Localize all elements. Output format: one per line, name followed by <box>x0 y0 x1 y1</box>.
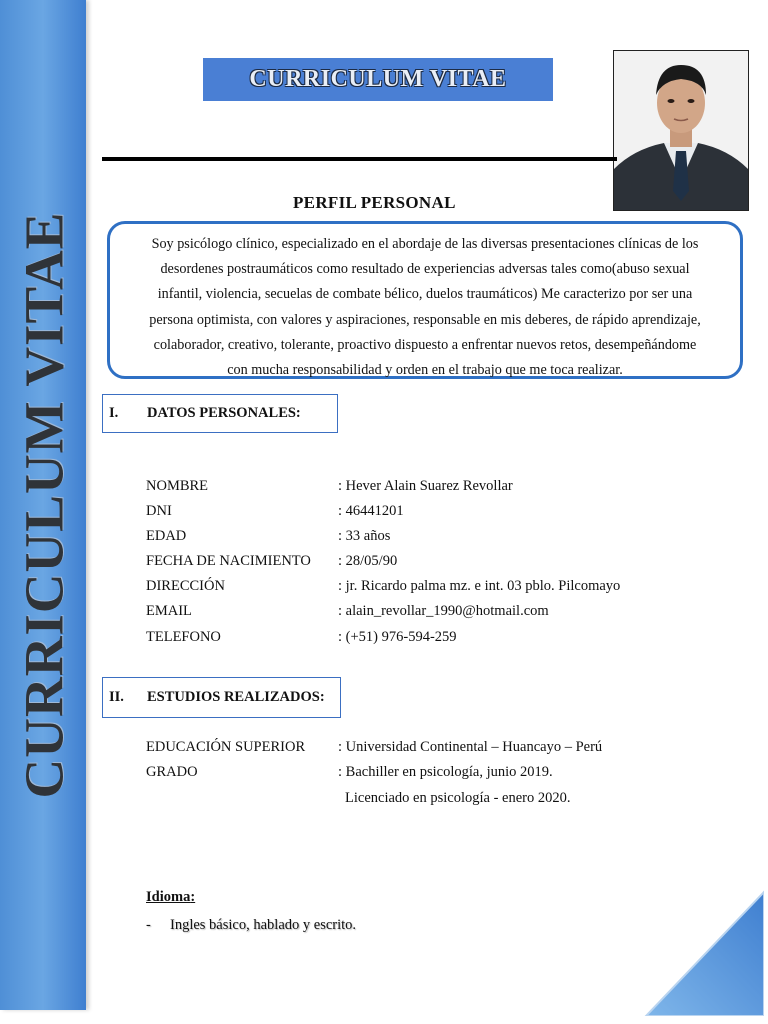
perfil-line: infantil, violencia, secuelas de combate bélico, duelos traumáticos) Me caracterizo por ser una <box>157 286 693 303</box>
row-label: DIRECCIÓN <box>146 578 225 594</box>
profile-photo-image <box>614 51 748 210</box>
row-label: TELEFONO <box>146 629 221 645</box>
section-datos-personales <box>102 394 338 433</box>
section-heading: ESTUDIOS REALIZADOS: <box>147 689 325 705</box>
perfil-line: desordenes postraumáticos como resultado de experiencias adversas tales como(abuso sexual <box>160 261 690 278</box>
idioma-heading-colon: : <box>190 889 196 905</box>
page-title: CURRICULUM VITAE <box>249 66 507 92</box>
row-value: : 28/05/90 <box>338 553 398 569</box>
row-value: : Bachiller en psicología, junio 2019. <box>338 764 553 780</box>
row-label: EDUCACIÓN SUPERIOR <box>146 739 306 755</box>
section-number: I. <box>109 405 119 421</box>
idioma-list-item <box>146 917 356 934</box>
row-label: EMAIL <box>146 603 192 619</box>
section-number: II. <box>109 689 124 705</box>
section-heading: DATOS PERSONALES: <box>147 405 301 421</box>
side-banner-text: CURRICULUM VITAE <box>13 211 75 799</box>
perfil-line: colaborador, creativo, tolerante, proactivo dispuesto a enfrentar nuevos retos, desempeñándome <box>153 336 697 353</box>
row-label: GRADO <box>146 764 198 780</box>
row-label: EDAD <box>146 528 187 544</box>
row-value: : 46441201 <box>338 503 404 519</box>
row-value: : 33 años <box>338 528 391 544</box>
grado-continuation: Licenciado en psicología - enero 2020. <box>345 790 571 806</box>
idioma-item-text: Ingles básico, hablado y escrito. <box>170 917 357 933</box>
side-banner <box>0 0 86 1010</box>
row-value: : Universidad Continental – Huancayo – Perú <box>338 739 603 755</box>
row-value: : jr. Ricardo palma mz. e int. 03 pblo. Pilcomayo <box>338 578 621 594</box>
row-label: DNI <box>146 503 172 519</box>
row-value: : alain_revollar_1990@hotmail.com <box>338 603 549 619</box>
perfil-line: persona optimista, con valores y aspiraciones, responsable en mis deberes, de rápido aprendizaje, <box>149 311 701 328</box>
perfil-line: con mucha responsabilidad y orden en el trabajo que me toca realizar. <box>227 362 623 379</box>
row-label: FECHA DE NACIMIENTO <box>146 553 311 569</box>
list-dash: - <box>146 917 151 933</box>
title-banner <box>203 58 553 101</box>
row-label: NOMBRE <box>146 478 209 494</box>
row-value: : (+51) 976-594-259 <box>338 629 457 645</box>
idioma-heading <box>146 889 195 906</box>
perfil-heading: PERFIL PERSONAL <box>293 193 456 212</box>
perfil-line: Soy psicólogo clínico, especializado en el abordaje de las diversas presentaciones clínicas de los <box>151 236 699 252</box>
corner-triangle-decoration <box>640 890 764 1016</box>
row-value: : Hever Alain Suarez Revollar <box>338 478 513 494</box>
header-divider <box>102 157 617 161</box>
section-estudios-realizados <box>102 677 341 718</box>
idioma-heading-text: Idioma <box>146 889 191 905</box>
perfil-box <box>107 221 743 379</box>
profile-photo <box>613 50 749 211</box>
